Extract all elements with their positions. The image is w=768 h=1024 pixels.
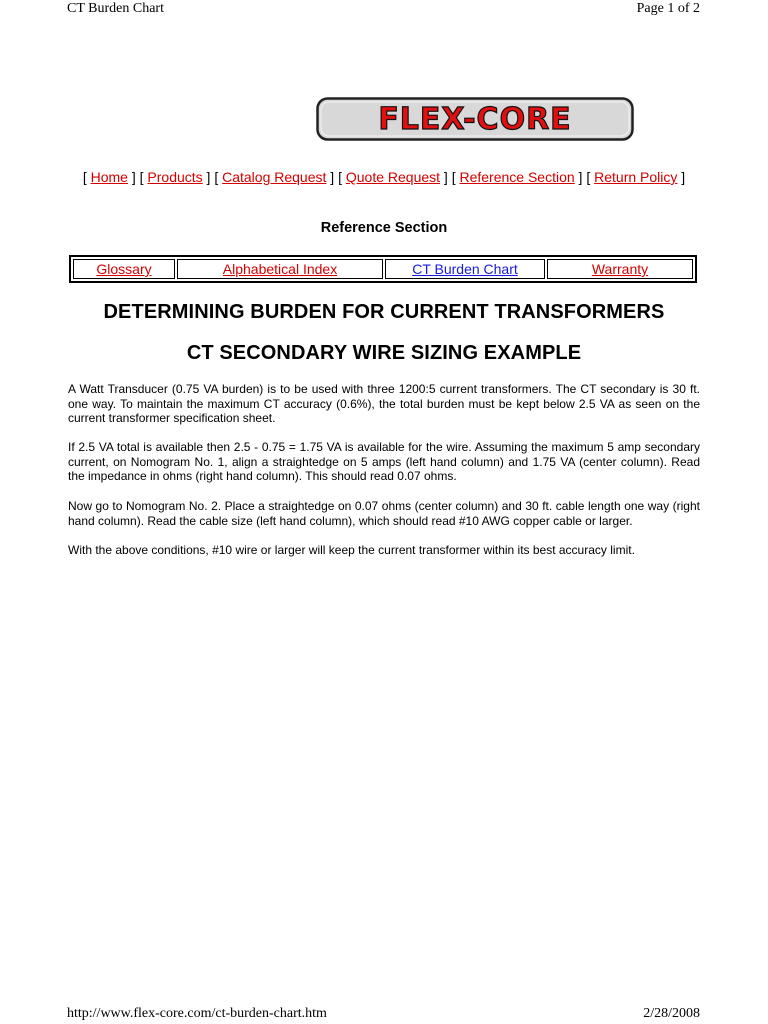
reference-cell-ct-burden-chart — [385, 259, 545, 279]
logo-image — [316, 97, 634, 141]
main-heading: DETERMINING BURDEN FOR CURRENT TRANSFORMERS — [103, 301, 665, 323]
paragraph-2: If 2.5 VA total is available then 2.5 - 0.75 = 1.75 VA is available for the wire. Assuming the maximum 5 amp secondary current, on Nomogram No. 1, align a straightedge on 5 amps (left hand column) and 1.75 VA (center column). Read the impedance in ohms (right hand column). This should read 0.07 ohms. — [68, 440, 700, 483]
alphabetical-index-link[interactable]: Alphabetical Index — [222, 261, 338, 277]
nav-home-link[interactable]: Home — [90, 169, 128, 185]
warranty-link[interactable]: Warranty — [591, 261, 649, 277]
nav-reference-section-link[interactable]: Reference Section — [459, 169, 575, 185]
nav-catalog-request-link[interactable]: Catalog Request — [222, 169, 327, 185]
reference-links-table — [69, 255, 697, 283]
paragraph-3: Now go to Nomogram No. 2. Place a straightedge on 0.07 ohms (center column) and 30 ft. cable length one way (right hand column). Read the cable size (left hand column), which should read #10 AWG copper cable or larger. — [68, 499, 700, 528]
paragraph-4: With the above conditions, #10 wire or larger will keep the current transformer within its best accuracy limit. — [68, 543, 635, 557]
nav-quote-request-link[interactable]: Quote Request — [345, 169, 441, 185]
reference-cell-warranty — [547, 259, 693, 279]
logo-text: FLEX-CORE — [378, 102, 572, 137]
print-header-page-number: Page 1 of 2 — [636, 1, 700, 16]
nav-products-link[interactable]: Products — [147, 169, 203, 185]
section-title: Reference Section — [320, 220, 448, 236]
print-footer-url: http://www.flex-core.com/ct-burden-chart.htm — [67, 1006, 327, 1021]
ct-burden-chart-link[interactable]: CT Burden Chart — [412, 261, 518, 277]
nav-return-policy-link[interactable]: Return Policy — [594, 169, 678, 185]
sub-heading: CT SECONDARY WIRE SIZING EXAMPLE — [186, 342, 582, 364]
flex-core-logo[interactable] — [316, 97, 634, 141]
main-nav: [ Home ] [ Products ] [ Catalog Request ] [ Quote Request ] [ Reference Section ] [ Return Policy ] — [82, 169, 686, 185]
glossary-link[interactable]: Glossary — [96, 261, 152, 277]
print-header-title: CT Burden Chart — [67, 1, 164, 16]
print-footer-date: 2/28/2008 — [643, 1006, 700, 1021]
paragraph-1: A Watt Transducer (0.75 VA burden) is to be used with three 1200:5 current transformers. The CT secondary is 30 ft. one way. To maintain the maximum CT accuracy (0.6%), the total burden must be kept below 2.5 VA as seen on the current transformer specification sheet. — [68, 382, 700, 425]
reference-cell-glossary — [73, 259, 175, 279]
reference-cell-alphabetical-index — [177, 259, 383, 279]
